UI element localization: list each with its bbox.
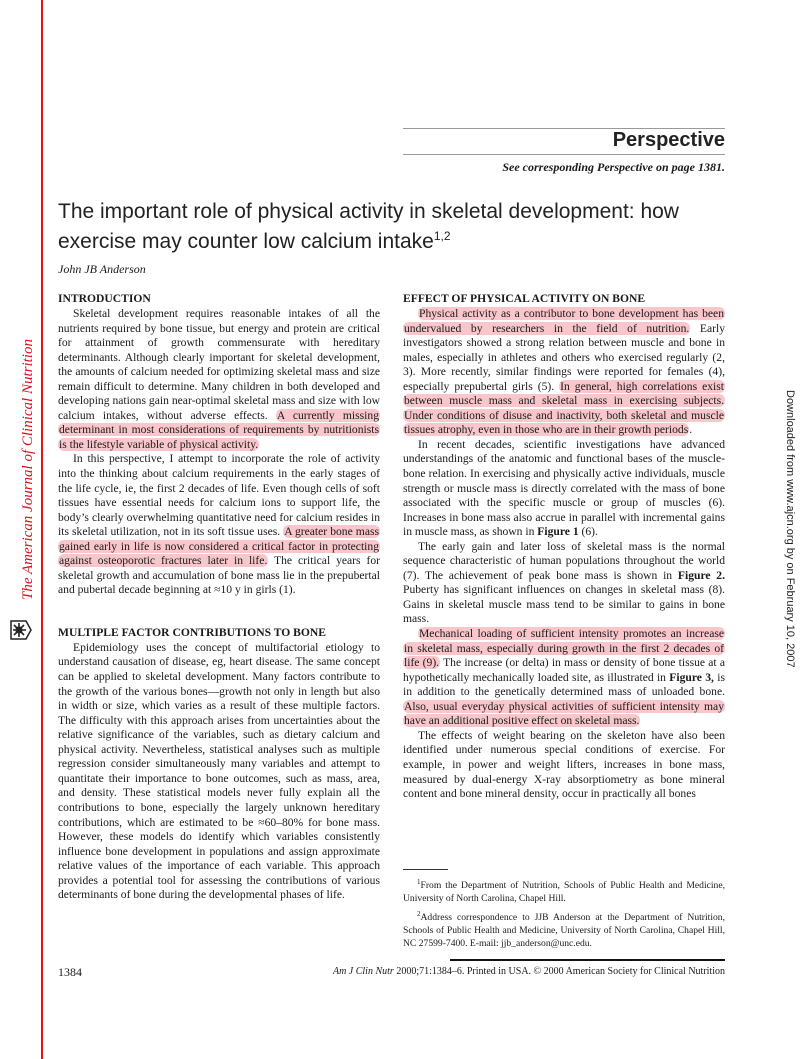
paragraph	[58, 641, 380, 903]
figure-reference: Figure 3,	[669, 670, 714, 684]
section-heading: MULTIPLE FACTOR CONTRIBUTIONS TO BONE	[58, 625, 327, 639]
text-run: .	[689, 423, 693, 437]
journal-title-vertical: The American Journal of Clinical Nutrition	[20, 339, 36, 600]
highlighted-text: In general, high correlations exist between muscle mass and skeletal mass in exercising subjects. Under conditions of disuse and inactivity, both skeletal and muscle tissues atrophy, even in those who are in their growth periods	[404, 379, 725, 437]
footnote-text: From the Department of Nutrition, Schools of Public Health and Medicine, University of North Carolina, Chapel Hill.	[403, 880, 725, 905]
text-run: Epidemiology uses the concept of multifactorial etiology to understand causation of disease, eg, heart disease. The same concept can be applied to skeletal development. Many factors contribute to the growth of the various bones—growth not only in length but also in width or size, which varies as a result of these multiple factors. The difficulty with this approach arises from uncertainties about the relative significance of the variables, such as dietary calcium and physical activity. Nevertheless, statistical analyses such as multiple regression consider simultaneously many variables and attempt to quantitate their importance to bone outcomes, such as mass, area, and density. These statistical models never fully explain all the contributions to bone, especially the largely unknown hereditary contributions, which are estimated to be ≈60–80% for bone mass. However, these models do identify which variables consistently influence bone development in populations and assign approximate relative values of the importance of each variable. This approach provides a potential tool for assessing the contributions of various determinants of bone during the developmental phases of life.	[58, 640, 380, 902]
highlighted-text: Also, usual everyday physical activities of sufficient intensity may have an additional positive effect on skeletal mass.	[404, 699, 724, 728]
text-run: In recent decades, scientific investigations have advanced understandings of the anatomic and functional bases of the muscle-bone relation. In exercising and physically active individuals, muscle strength or muscle mass is directly correlated with the mass of bone associated with the specific muscle or group of muscles (6). Increases in bone mass also accrue in parallel with incremental gains in muscle mass, as shown in	[403, 437, 725, 539]
citation-text: 2000;71:1384–6. Printed in USA. © 2000 American Society for Clinical Nutrition	[393, 966, 725, 977]
page-number: 1384	[58, 965, 82, 979]
left-column	[58, 292, 380, 903]
section-label: Perspective	[612, 129, 725, 151]
text-run: is in addition to the genetically determined mass of unloaded bone.	[403, 670, 726, 699]
highlighted-text: Physical activity as a contributor to bone development has been undervalued by researchers in the field of nutrition.	[404, 307, 724, 335]
footnote-mark: 2	[417, 910, 421, 919]
text-run: The increase (or delta) in mass or density of bone tissue at a hypothetically mechanically loaded site, as illustrated in	[403, 656, 725, 684]
footnote-mark: 1	[417, 878, 421, 886]
highlighted-text: A greater bone mass gained early in life is now considered a critical factor in protecting against osteoporotic fractures later in life.	[59, 525, 379, 568]
paragraph	[403, 438, 725, 540]
journal-abbrev: Am J Clin Nutr	[332, 966, 394, 977]
paragraph	[403, 627, 725, 729]
text-run: Skeletal development requires reasonable intakes of all the nutrients required by bone tissue, but energy and protein are critical for attainment of growth commensurate with hereditary determinants. Although clearly important for skeletal development, the amounts of calcium needed for optimizing skeletal mass and size remain difficult to determine. Many children in both developed and developing nations gain near-optimal skeletal mass and size with low calcium intakes, without adverse effects.	[58, 307, 380, 422]
text-run: The early gain and later loss of skeletal mass is the normal sequence characteristic of human populations throughout the world (7). The achievement of peak bone mass is shown in	[403, 539, 725, 582]
right-column	[403, 292, 725, 802]
see-corresponding-note: See corresponding Perspective on page 1381.	[502, 160, 725, 174]
paragraph	[58, 452, 380, 597]
highlighted-text: Mechanical loading of sufficient intensity promotes an increase in skeletal mass, especially during growth in the first 2 decades of life (9).	[404, 627, 724, 670]
footnote	[403, 908, 725, 950]
text-run: (6).	[578, 525, 598, 539]
article-title	[58, 199, 738, 254]
footnote	[403, 876, 725, 905]
footnote-rule	[403, 869, 448, 870]
text-run: In this perspective, I attempt to incorporate the role of activity into the thinking about calcium requirements in the early stages of the life cycle, ie, the first 2 decades of life. Even though cells of soft tissues have essential needs for calcium ions to support life, the body’s clearly overwhelming quantitative need for calcium resides in its skeletal utilization, not in its soft tissue uses.	[58, 452, 380, 539]
title-text: The important role of physical activity in skeletal development: how exercise may counter low calcium intake	[58, 200, 679, 253]
footnotes	[403, 876, 725, 953]
header-rule-bottom	[403, 154, 725, 155]
text-run: The effects of weight bearing on the skeleton have also been identified under numerous special conditions of exercise. For example, in power and weight lifters, increases in bone mass, measured by dual-energy X-ray absorptiometry as bone mineral content and bone mineral density, occur in practically all bones	[403, 728, 725, 801]
figure-reference: Figure 2.	[677, 568, 725, 582]
citation-line	[333, 966, 725, 977]
section-heading: EFFECT OF PHYSICAL ACTIVITY ON BONE	[403, 292, 646, 305]
paragraph	[58, 307, 380, 452]
journal-logo-icon	[9, 619, 33, 641]
footnote-text: Address correspondence to JJB Anderson at the Department of Nutrition, Schools of Public Health and Medicine, University of North Carolina, Chapel Hill, NC 27599-7400. E-mail: jjb_anderson@unc.edu.	[403, 912, 725, 950]
text-run: The critical years for skeletal growth and accumulation of bone mass lie in the prepubertal and pubertal decade beginning at ≈10 y in girls (1).	[58, 554, 381, 597]
text-run: Early investigators showed a strong relation between muscle and bone in males, especially in athletes and others who exercised regularly (2, 3). More recently, similar findings were reported for females (4), especially prepubertal girls (5).	[403, 321, 725, 393]
highlighted-text: A currently missing determinant in most considerations of requirements by nutritionists is the lifestyle variable of physical activity.	[59, 408, 379, 451]
author: John JB Anderson	[58, 262, 146, 276]
paragraph	[403, 729, 725, 802]
download-watermark: Downloaded from www.ajcn.org by on February 10, 2007	[784, 390, 796, 668]
title-footnote-marks: 1,2	[433, 229, 451, 243]
paragraph	[403, 540, 725, 627]
figure-reference: Figure 1	[537, 525, 579, 539]
text-run: Puberty has significant influences on changes in skeletal mass (8). Gains in skeletal muscle mass tend to be similar to gains in bone mass.	[403, 583, 725, 626]
section-heading: INTRODUCTION	[58, 292, 151, 305]
margin-red-line	[41, 0, 43, 1059]
paragraph	[403, 307, 725, 438]
footer-rule	[450, 959, 725, 961]
